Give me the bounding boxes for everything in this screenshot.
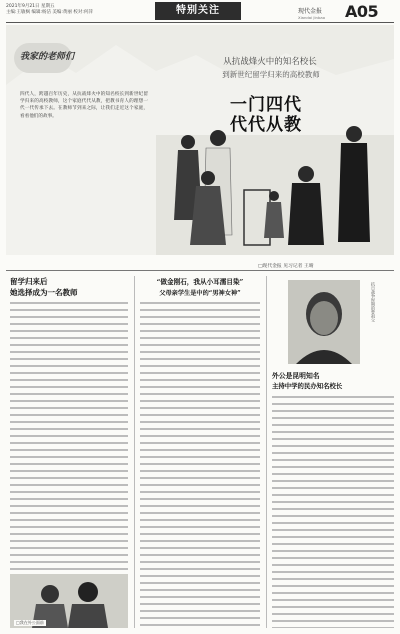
right-headline-2: 主持中学的民办知名校长 bbox=[272, 382, 343, 390]
column-logo: 我家的老师们 bbox=[20, 52, 75, 62]
editor-line: 主编:王敏枫 编辑:杨洁 美编:黄丽 校对:何萍 bbox=[6, 10, 93, 15]
header-divider bbox=[6, 22, 394, 23]
column-divider-1 bbox=[134, 276, 135, 628]
right-article-body bbox=[272, 394, 394, 628]
feature-main-title-2: 代代从教 bbox=[230, 115, 302, 135]
byline: □现代金报 见习记者 王晴 bbox=[258, 264, 314, 269]
feature-subtitle-2: 到新世纪留学归来的高校教师 bbox=[222, 70, 320, 79]
right-headline-1: 外公是昆明知名 bbox=[272, 372, 320, 380]
middle-headline-1: “做金刚石，我从小耳濡目染” bbox=[156, 278, 244, 286]
family-photo bbox=[156, 120, 394, 255]
paper-name-en: Xiandai Jinbao bbox=[298, 15, 326, 20]
middle-article bbox=[140, 276, 260, 297]
section-divider bbox=[6, 270, 394, 271]
portrait-photo bbox=[288, 280, 360, 364]
page-number: A05 bbox=[345, 2, 379, 21]
left-headline-1: 留学归来后 bbox=[10, 277, 48, 286]
column-divider-2 bbox=[266, 276, 267, 628]
right-article bbox=[272, 370, 394, 390]
middle-article-body bbox=[140, 300, 260, 628]
feature-subtitle-1: 从抗战烽火中的知名校长 bbox=[223, 57, 317, 67]
date-line: 2021年9月21日 星期五 bbox=[6, 4, 55, 9]
section-title: 特别关注 bbox=[176, 5, 220, 16]
left-article-body bbox=[10, 300, 128, 570]
middle-headline-2: 父母亲学生是中的“男神女神” bbox=[159, 290, 241, 297]
bottom-photo-caption: □我在外公面前 bbox=[16, 620, 44, 625]
left-article bbox=[10, 276, 128, 298]
bottom-photo bbox=[10, 574, 128, 628]
feature-intro: 四代人，跨越百年历史，从抗战烽火中的知名校长到新世纪留学归来的高校教师，这个家庭代代从教，把教书育人的理想一代一代传承下去。在教师节到来之际，让我们走近这个家庭，看看他们的故事。 bbox=[20, 92, 148, 119]
portrait-figure bbox=[288, 280, 360, 364]
paper-name-block bbox=[298, 6, 338, 20]
feature-block bbox=[6, 25, 394, 255]
header-meta bbox=[6, 4, 126, 16]
left-headline-2: 她选择成为一名教师 bbox=[10, 288, 78, 297]
feature-main-title-1: 一门四代 bbox=[230, 95, 302, 115]
portrait-caption: 抗日战争时期的曾祖父 bbox=[371, 282, 376, 322]
paper-name: 现代金报 bbox=[298, 8, 323, 15]
